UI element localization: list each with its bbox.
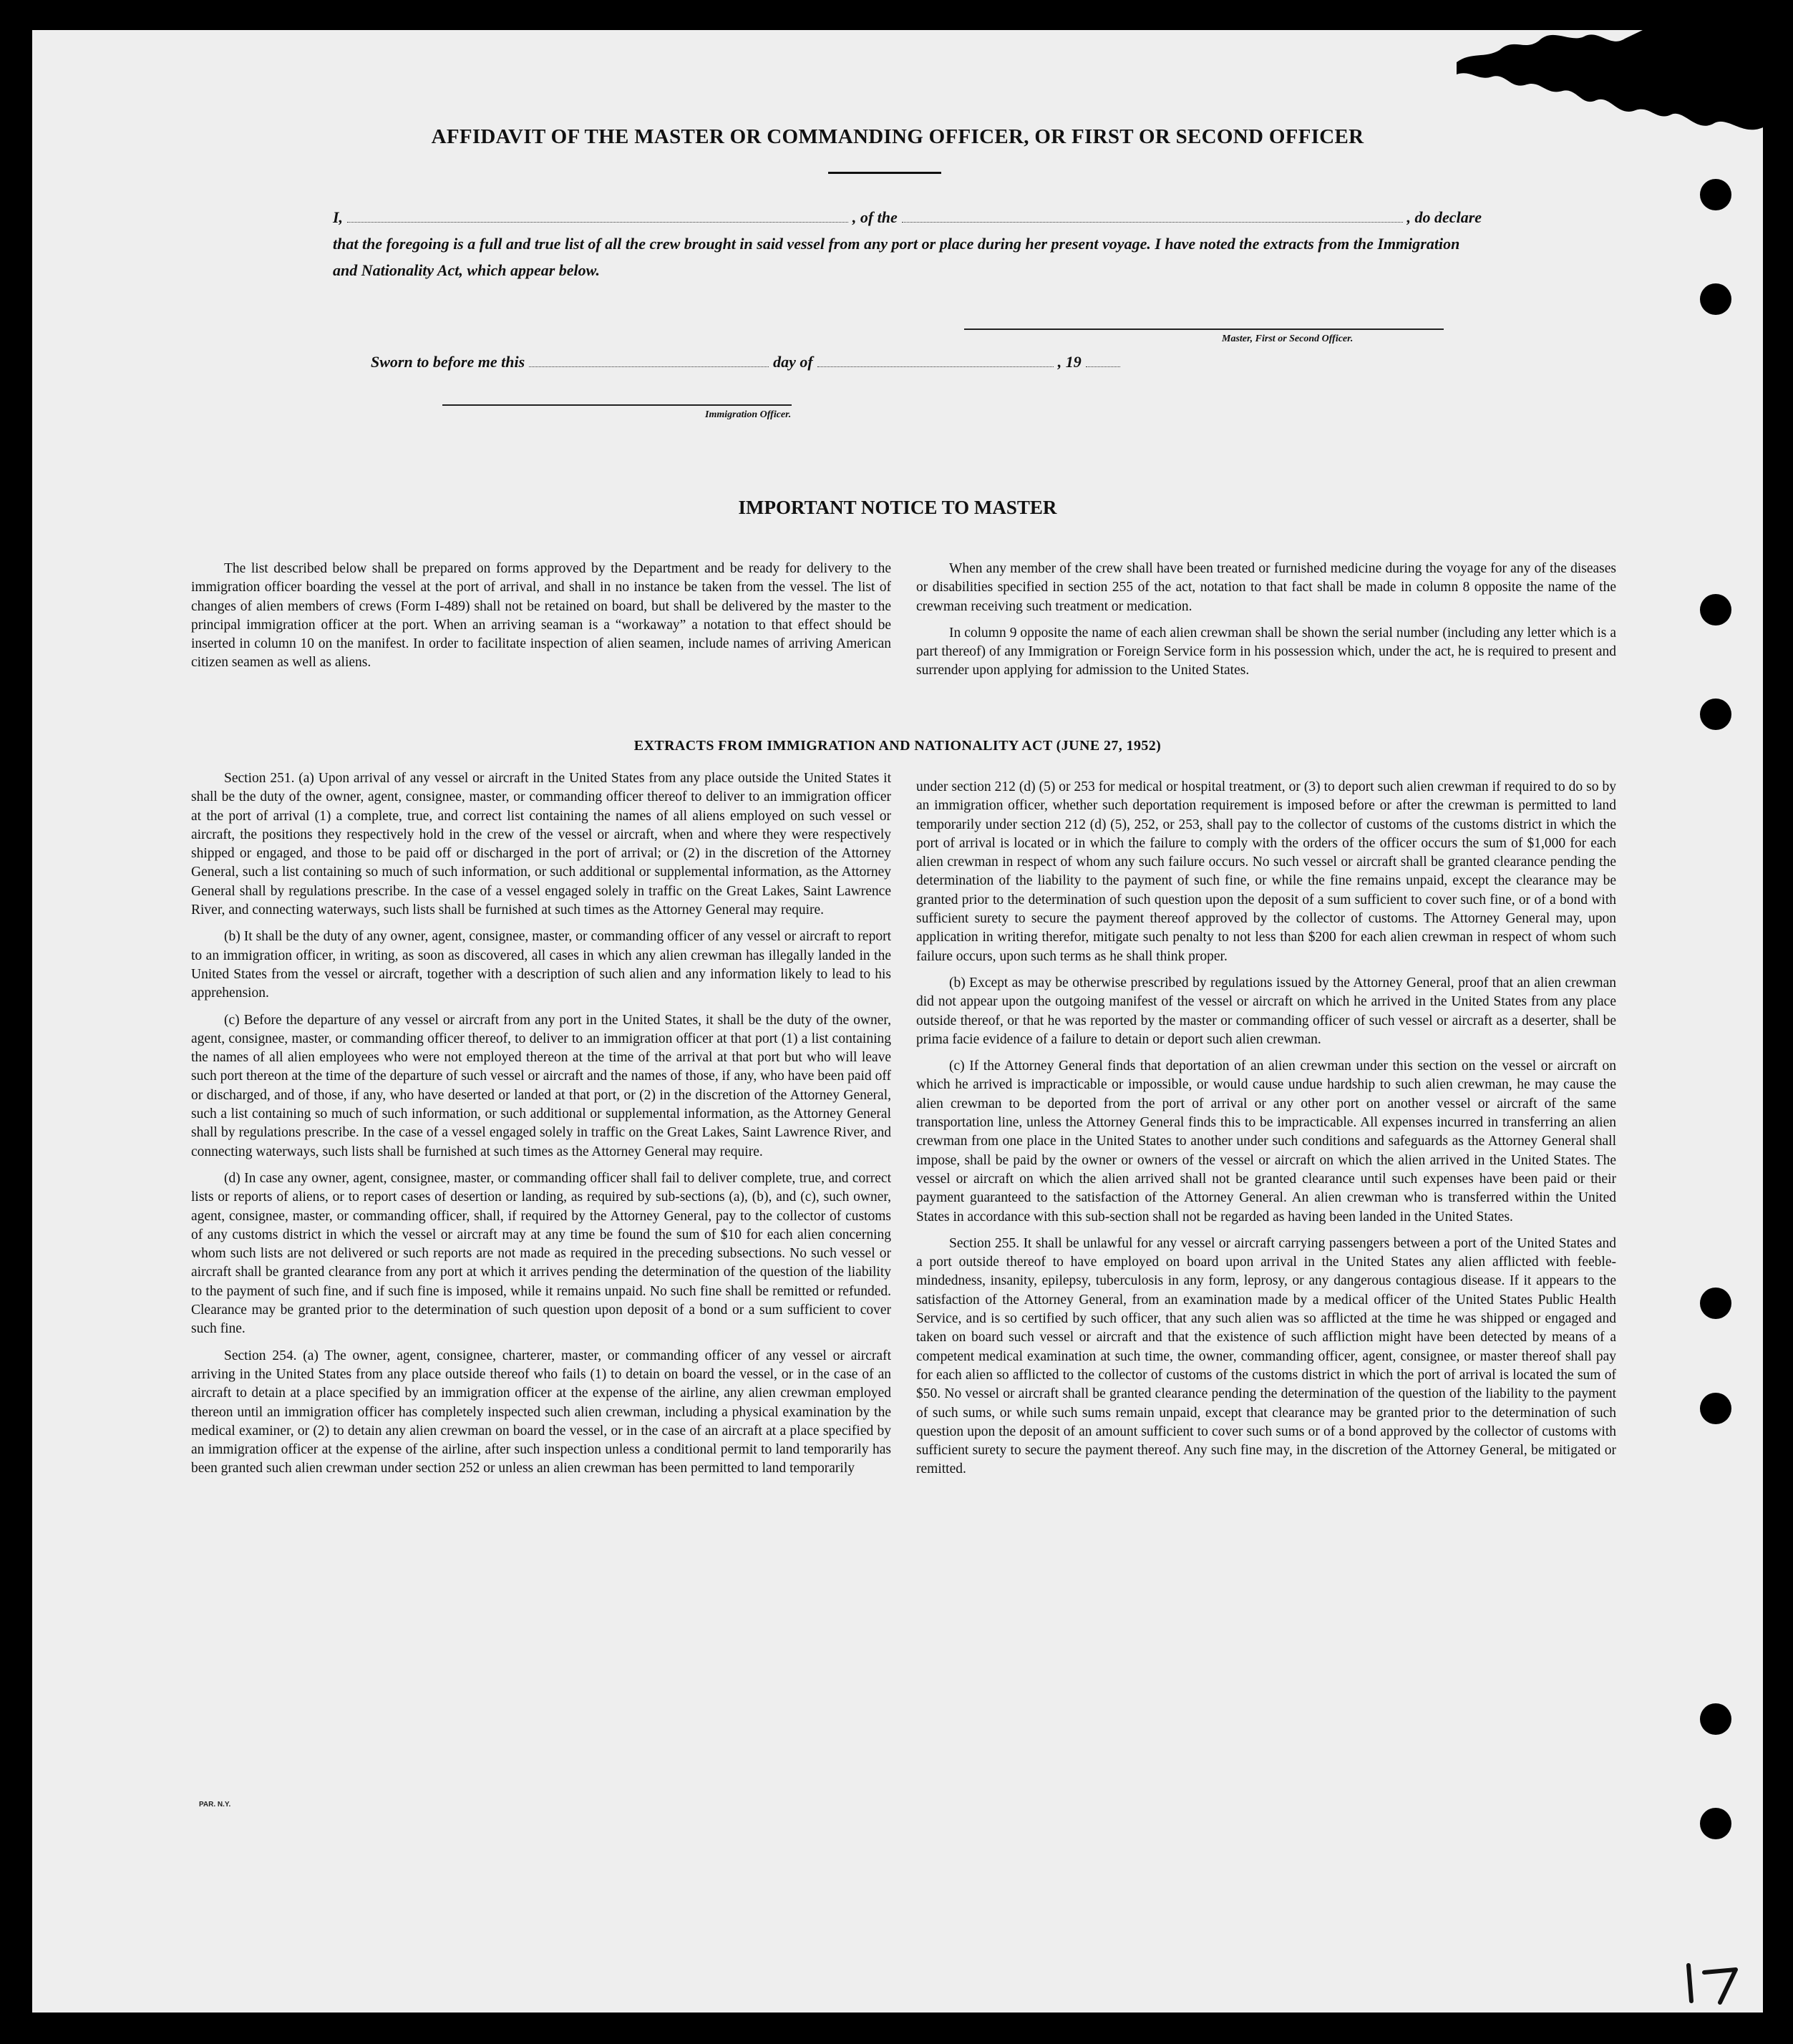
sworn-label: Sworn to before me this — [371, 353, 525, 371]
notice-paragraph: The list described below shall be prepared on forms approved by the Department and be ready for delivery to the immigration officer boarding the vessel at the port of arrival, and shall in no instance be taken from the vessel. The list of changes of alien members of crews (Form I-489) shall not be retained on board, but shall be delivered by the master to the principal immigration officer at the port. When an arriving seaman is a “workaway” a notation to that effect should be inserted in column 10 on the manifest. In order to facilitate inspection of alien seamen, include names of arriving American citizen seamen as well as aliens. — [191, 561, 891, 671]
binder-hole — [1700, 1393, 1731, 1424]
month-field[interactable] — [817, 351, 1054, 367]
handwritten-page-number — [1678, 1962, 1743, 2005]
year-label: , 19 — [1057, 353, 1082, 371]
section-251-a: Section 251. (a) Upon arrival of any vessel or aircraft in the United States from any place outside the United States it shall be the duty of the owner, agent, consignee, master, or commanding officer thereof to deliver to an immigration officer at the port of arrival (1) a complete, true, and correct list containing the names of all aliens employed on such vessel or aircraft, the positions they respectively hold in the crew of the vessel or aircraft, when and where they were respectively shipped or engaged, and those to be paid off or discharged in the port of arrival; or (2) in the discretion of the Attorney General, such a list containing so much of such information, or such additional or supplemental information, as the Attorney General shall by regulations prescribe. In the case of a vessel engaged solely in traffic on the Great Lakes, Saint Lawrence River, and connecting waterways, such lists shall be furnished at such times as the Attorney General may require. — [191, 771, 891, 918]
master-signature-line[interactable] — [964, 328, 1444, 330]
section-254-b: (b) Except as may be otherwise prescribed by regulations issued by the Attorney General, proof that an alien crewman did not appear upon the outgoing manifest of the vessel or aircraft on which he arrived in the United States from any place outside thereof, or that he was reported by the master or commanding officer of such vessel or aircraft as a deserter, shall be prima facie evidence of a failure to detain or deport such alien crewman. — [916, 975, 1616, 1047]
section-254-c: (c) If the Attorney General finds that deportation of an alien crewman under this section on the vessel or aircraft on which he arrived is impracticable or impossible, or would cause undue hardship to such alien crewman, he may cause the alien crewman to be deported from the port of arrival or any other port on another vessel or aircraft of the same transportation line, unless the Attorney General finds this to be impracticable. All expenses incurred in transferring an alien crewman from one place in the United States to another under such conditions and safeguards as the Attorney General shall impose, shall be paid by the owner or owners of the vessel or aircraft on which the alien arrived in the United States. The vessel or aircraft on which the alien arrived shall not be granted clearance until such expenses have been paid or their payment guaranteed to the satisfaction of the Attorney General. An alien crewman who is transferred within the United States in accordance with this sub-section shall not be regarded as having been landed in the United States. — [916, 1058, 1616, 1225]
name-field[interactable] — [347, 206, 848, 223]
i-label: I, — [333, 208, 344, 226]
notice-title: IMPORTANT NOTICE TO MASTER — [738, 497, 1057, 518]
master-signature-label: Master, First or Second Officer. — [1222, 334, 1354, 344]
title-rule — [828, 172, 941, 174]
year-field[interactable] — [1086, 351, 1120, 367]
affidavit-title: AFFIDAVIT OF THE MASTER OR COMMANDING OFFICER, OR FIRST OR SECOND OFFICER — [431, 125, 1364, 148]
section-254-a-continued: under section 212 (d) (5) or 253 for medical or hospital treatment, or (3) to deport such alien crewman if required to do so by an immigration officer, whether such deportation requirement is imposed before or after the crewman is permitted to land temporarily under section 212 (d) (5), 252, or 253, shall pay to the collector of customs of the customs district in which the port of arrival is located or in which the failure to comply with the orders of the officer occurs the sum of $1,000 for each alien crewman in respect of whom any such failure occurs. No such vessel or aircraft shall be granted clearance pending the determination of the liability to the payment of such fine, or while the fine remains unpaid, except the clearance may be granted prior to the determination of such question upon the deposit of a sum sufficient to cover such fine, or of a bond with sufficient surety to secure the payment thereof approved by the collector of customs. The Attorney General may, upon application in writing therefor, mitigate such penalty to not less than $200 for each alien crewman in respect of whom such failure occurs, upon such terms as he shall think proper. — [916, 779, 1616, 964]
extracts-title: EXTRACTS FROM IMMIGRATION AND NATIONALITY ACT (JUNE 27, 1952) — [633, 738, 1162, 754]
notice-right-column — [916, 560, 1616, 688]
section-255: Section 255. It shall be unlawful for any vessel or aircraft carrying passengers between a port of the United States and a port outside thereof to have employed on board upon arrival in the United States any alien afflicted with feeble-mindedness, insanity, epilepsy, tuberculosis in any form, leprosy, or any dangerous contagious disease. If it appears to the satisfaction of the Attorney General, from an examination made by a medical officer of the United States Public Health Service, and is so certified by such officer, that any such alien was so afflicted at the time he was shipped or engaged and taken on board such vessel or aircraft and that the existence of such affliction might have been detected by means of a competent medical examination at such time, the owner, commanding officer, agent, consignee, or master thereof shall pay for each alien so afflicted to the collector of customs of the customs district in which the port of arrival is located the sum of $50. No vessel or aircraft shall be granted clearance pending the determination of the question of the liability to the payment of such sums, or while such sums remain unpaid, except that clearance may be granted prior to the determination of such question upon the deposit of an amount sufficient to cover such sums or of a bond approved by the collector of customs with sufficient surety to secure the payment thereof. Any such fine may, in the discretion of the Attorney General, be mitigated or remitted. — [916, 1235, 1616, 1477]
notice-left-column — [191, 560, 891, 681]
declaration-statement: that the foregoing is a full and true list of all the crew brought in said vessel from any port or place during her present voyage. I have noted the extracts from the Immigration and Nationality Act, which appear below. — [333, 235, 1460, 279]
binder-hole — [1700, 1288, 1731, 1319]
notice-paragraph: In column 9 opposite the name of each alien crewman shall be shown the serial number (including any letter which is a part thereof) of any Immigration or Foreign Service form in his possession which, under the act, he is required to present and surrender upon applying for admission to the United States. — [916, 625, 1616, 678]
section-251-c: (c) Before the departure of any vessel or aircraft from any port in the United States, it shall be the duty of the owner, agent, consignee, master, or commanding officer thereof, to deliver to an immigration officer at that port (1) a list containing the names of all alien employees who were not employed thereon at the time of the arrival at that port but who will leave such port thereon at the time of the departure of such vessel or aircraft and the names of those, if any, who have been paid off or discharged, and of those, if any, who have deserted or landed at that port, or (2) in the discretion of the Attorney General, such a list containing so much of such information, or such additional or supplemental information, as the Attorney General shall by regulations prescribe. In the case of a vessel engaged solely in traffic on the Great Lakes, Saint Lawrence River, and connecting waterways, such lists shall be furnished at such times as the Attorney General may require. — [191, 1012, 891, 1159]
binder-hole — [1700, 1808, 1731, 1839]
day-field[interactable] — [529, 351, 769, 367]
day-of-label: day of — [773, 353, 813, 371]
binder-hole — [1700, 283, 1731, 315]
sworn-row — [371, 351, 1208, 371]
extracts-right-column — [916, 778, 1616, 1487]
notice-paragraph: When any member of the crew shall have been treated or furnished medicine during the voyage for any of the diseases or disabilities specified in section 255 of the act, notation to that fact shall be made in column 8 opposite the name of the crewman receiving such treatment or medication. — [916, 561, 1616, 614]
binder-hole — [1700, 1703, 1731, 1735]
of-the-label: , of the — [852, 208, 898, 226]
document-page — [32, 30, 1763, 2013]
printer-mark: PAR. N.Y. — [199, 1801, 231, 1809]
officer-signature-line[interactable] — [442, 404, 792, 406]
declaration-block — [333, 204, 1482, 283]
vessel-field[interactable] — [902, 206, 1403, 223]
section-251-b: (b) It shall be the duty of any owner, agent, consignee, master, or commanding officer of any vessel or aircraft to report to an immigration officer, in writing, as soon as discovered, all cases in which any alien crewman has illegally landed in the United States from the vessel or aircraft, together with a description of such alien and any information likely to lead to his apprehension. — [191, 929, 891, 1001]
do-declare-label: , do declare — [1406, 208, 1482, 226]
binder-hole — [1700, 699, 1731, 730]
officer-signature-label: Immigration Officer. — [705, 409, 792, 420]
binder-hole — [1700, 179, 1731, 210]
section-254-a: Section 254. (a) The owner, agent, consignee, charterer, master, or commanding officer of any vessel or aircraft arriving in the United States from any place outside thereof who fails (1) to detain on board the vessel, or in the case of an aircraft to detain at a place specified by an immigration officer at the expense of the airline, any alien crewman employed thereon until an immigration officer has completely inspected such alien crewman, including a physical examination by the medical examiner, or (2) to detain any alien crewman on board the vessel, or in the case of an aircraft at a place specified by an immigration officer at the expense of the airline, after such inspection unless a conditional permit to land temporarily has been granted such alien crewman under section 252 or unless an alien crewman has been permitted to land temporarily — [191, 1348, 891, 1476]
extracts-left-column — [191, 769, 891, 1486]
binder-hole — [1700, 594, 1731, 626]
section-251-d: (d) In case any owner, agent, consignee, master, or commanding officer shall fail to deliver complete, true, and correct lists or reports of aliens, or to report cases of desertion or landing, as required by sub-sections (a), (b), and (c), such owner, agent, consignee, master, or commanding officer, shall, if required by the Attorney General, pay to the collector of customs of any customs district in which the vessel or aircraft may at any time be found the sum of $10 for each alien concerning whom such lists are not delivered or such reports are not made as required in the preceding subsections. No such vessel or aircraft shall be granted clearance from any port at which it arrives pending the determination of the question of the liability to the payment of such fine, and if such fine is imposed, while it remains unpaid. No such fine shall be remitted or refunded. Clearance may be granted prior to the determination of such question upon deposit of a bond or a sum sufficient to cover such fine. — [191, 1170, 891, 1337]
